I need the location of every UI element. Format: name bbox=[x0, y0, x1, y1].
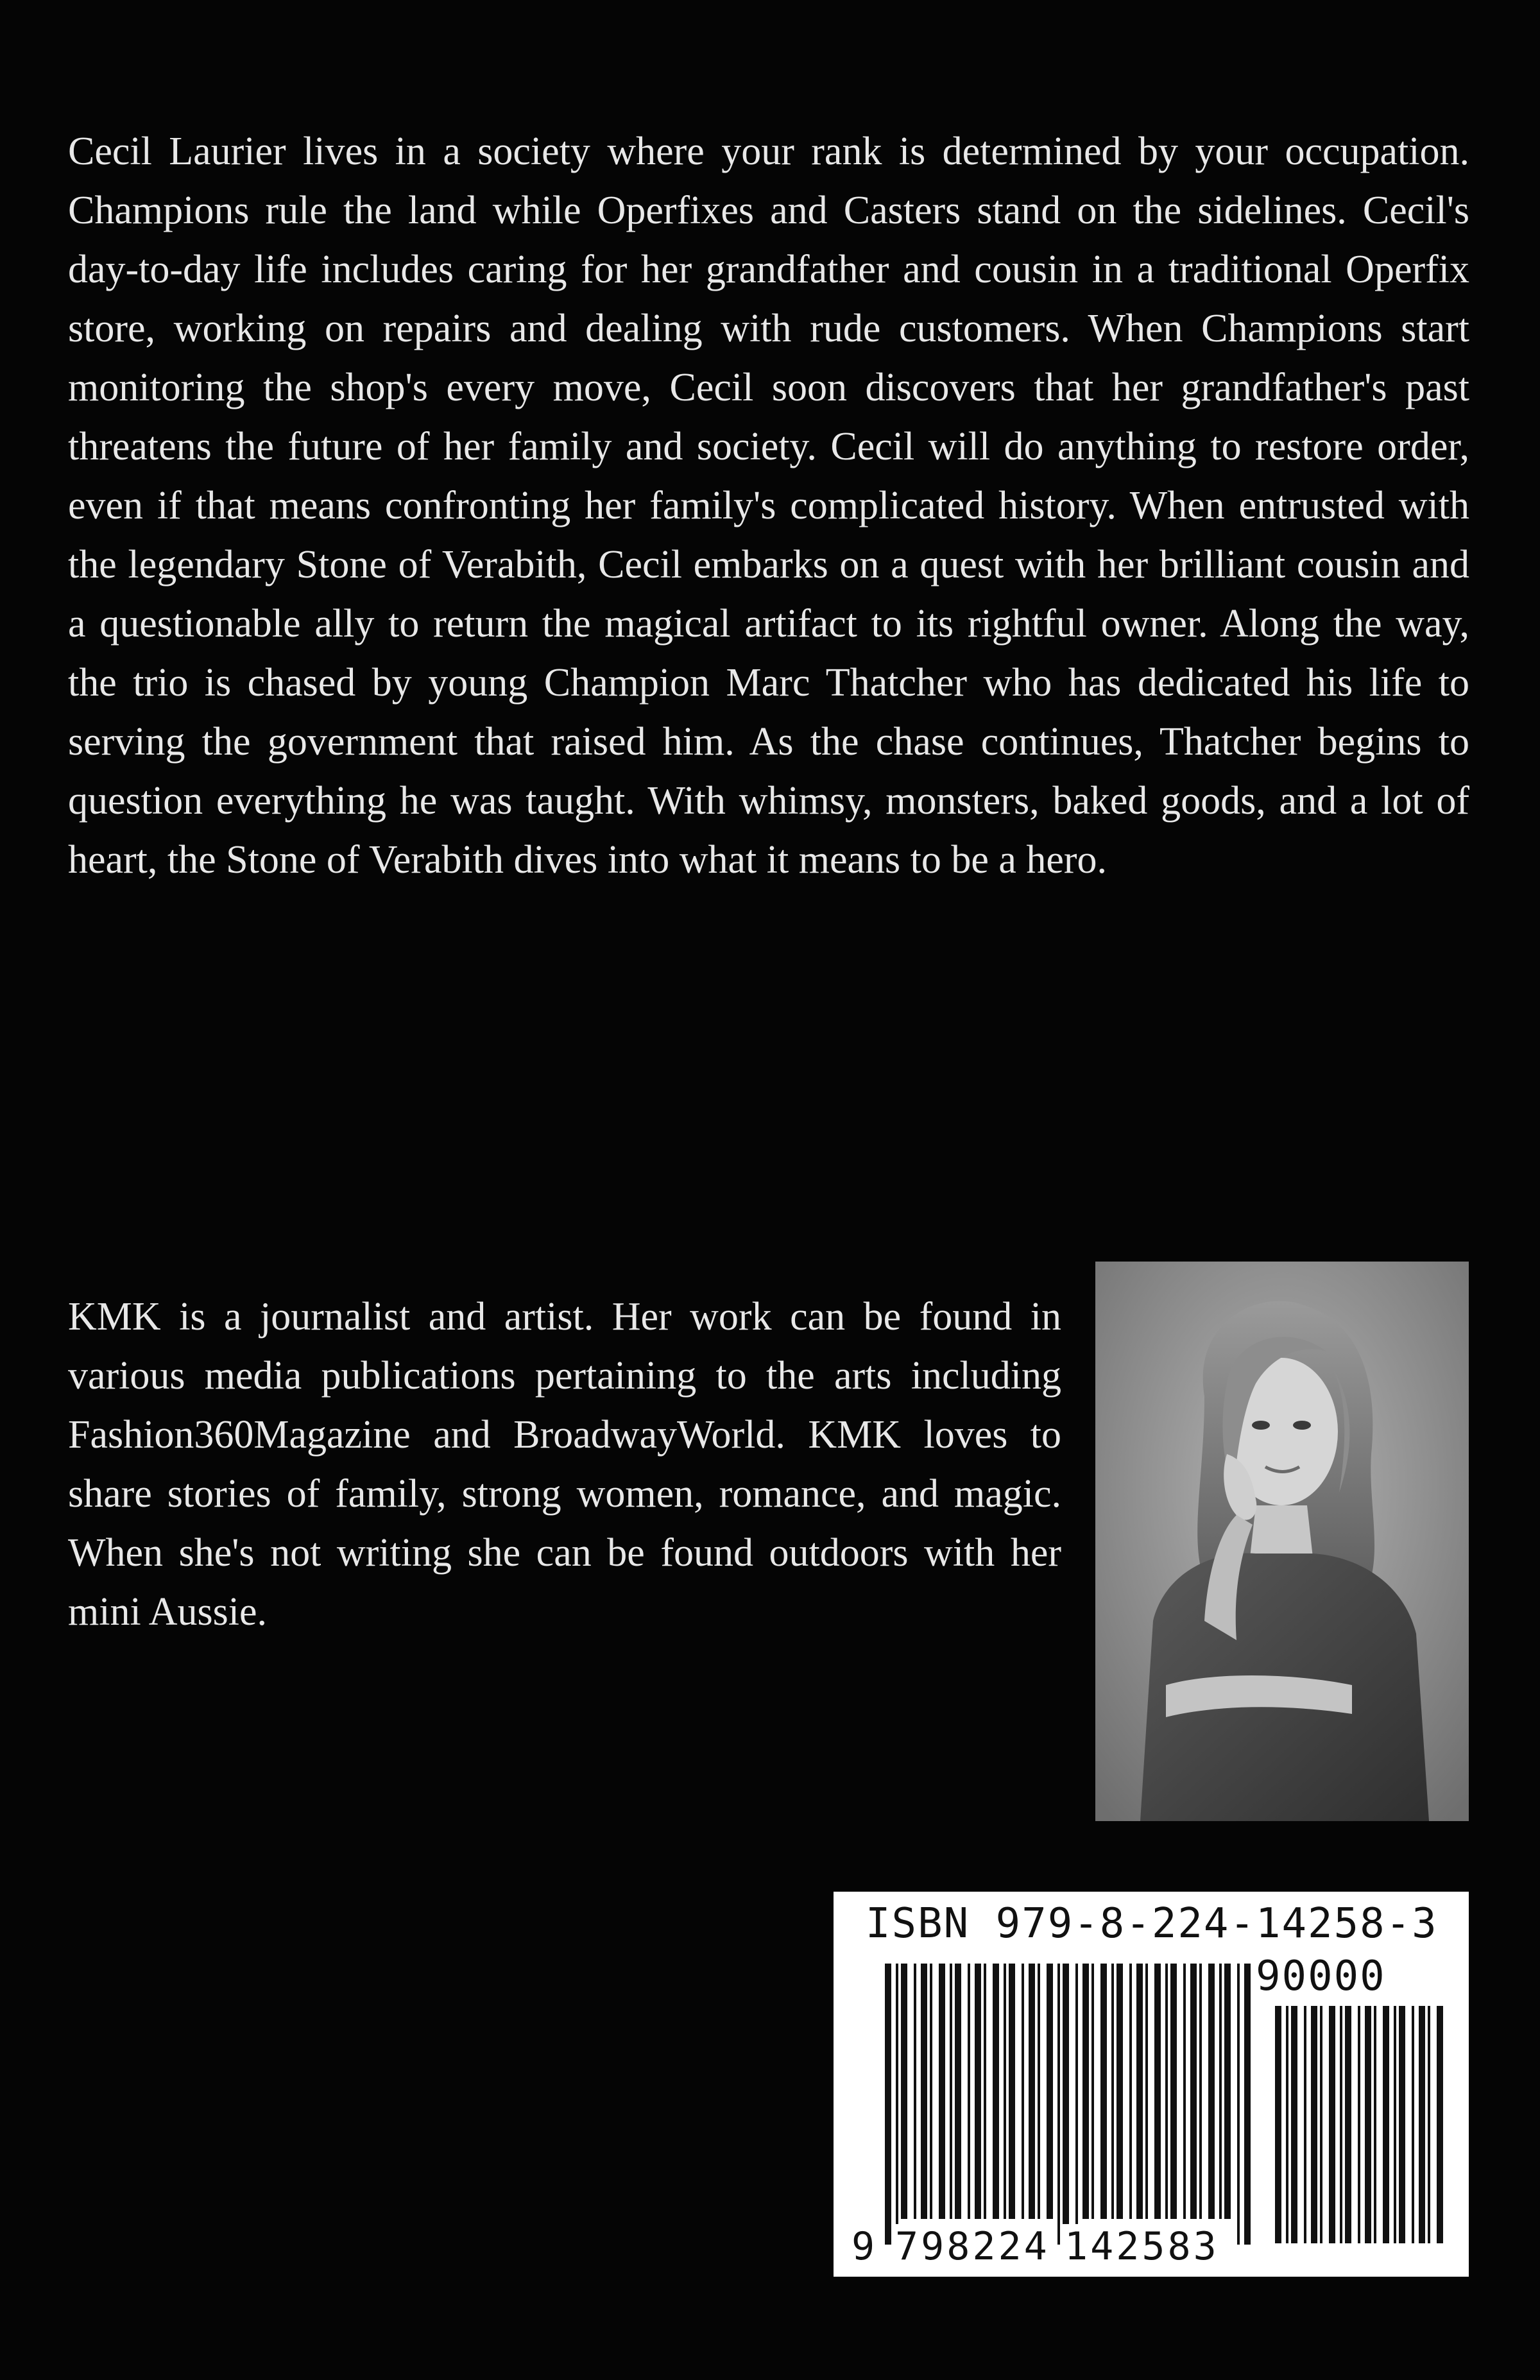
barcode-bar bbox=[1428, 2006, 1430, 2243]
barcode-bar bbox=[1383, 2006, 1389, 2243]
barcode-bar bbox=[1340, 2006, 1342, 2243]
barcode-bar bbox=[914, 1964, 916, 2219]
barcode-bar bbox=[1082, 1964, 1089, 2219]
barcode-bar bbox=[1244, 1964, 1251, 2245]
addon-code: 90000 bbox=[1256, 1953, 1386, 2000]
barcode-bar bbox=[1129, 1964, 1132, 2219]
barcode-bar bbox=[1374, 2006, 1376, 2243]
barcode-bar bbox=[993, 1964, 999, 2219]
barcode-bar bbox=[975, 1964, 981, 2219]
barcode-bar bbox=[1183, 1964, 1186, 2219]
author-bio: KMK is a journalist and artist. Her work can be found in various media publications pertaining to the arts including Fashion360Magazine and BroadwayWorld. KMK loves to share stories of family, strong women, romance, and magic. When she's not writing she can be found outdoors with her mini Aussie. bbox=[68, 1295, 1061, 1634]
barcode-bar bbox=[1399, 2006, 1405, 2243]
barcode-bar bbox=[901, 1964, 907, 2219]
barcode-bar bbox=[1009, 1964, 1015, 2219]
barcode-bar bbox=[1057, 1964, 1060, 2245]
barcode-bar bbox=[968, 1964, 970, 2219]
barcode-bar bbox=[1038, 1964, 1040, 2219]
barcode-bar bbox=[1091, 1964, 1094, 2219]
barcode-bar bbox=[1075, 1964, 1078, 2245]
barcode-bar bbox=[1275, 2006, 1281, 2243]
barcode-bar bbox=[1047, 1964, 1053, 2219]
barcode-bar bbox=[1022, 1964, 1024, 2219]
isbn-label: ISBN 979-8-224-14258-3 bbox=[866, 1900, 1438, 1948]
barcode-bar bbox=[1208, 1964, 1215, 2219]
barcode-bar bbox=[1170, 1964, 1177, 2219]
barcode-bar bbox=[1437, 2006, 1443, 2243]
author-photo bbox=[1095, 1262, 1469, 1821]
barcode-bars bbox=[834, 1892, 1469, 2277]
barcode-bar bbox=[896, 1964, 898, 2245]
barcode-bar bbox=[885, 1964, 891, 2245]
barcode-bar bbox=[939, 1964, 945, 2219]
barcode-bar bbox=[1004, 1964, 1006, 2219]
barcode-bar bbox=[1394, 2006, 1396, 2243]
barcode-bar bbox=[950, 1964, 952, 2219]
barcode-digits-right: 142583 bbox=[1062, 2224, 1222, 2269]
barcode-bar bbox=[1145, 1964, 1148, 2219]
barcode-bar bbox=[1237, 1964, 1240, 2245]
barcode-bar bbox=[1116, 1964, 1123, 2219]
barcode-bar bbox=[1165, 1964, 1168, 2219]
isbn-barcode bbox=[834, 1892, 1469, 2277]
barcode-bar bbox=[955, 1964, 961, 2219]
barcode-bar bbox=[1199, 1964, 1202, 2219]
barcode-bar bbox=[1291, 2006, 1297, 2243]
barcode-bar bbox=[1224, 1964, 1231, 2219]
barcode-digit-first: 9 bbox=[849, 2224, 877, 2269]
barcode-bar bbox=[1286, 2006, 1288, 2243]
barcode-bar bbox=[1320, 2006, 1322, 2243]
barcode-bar bbox=[1136, 1964, 1143, 2219]
barcode-bar bbox=[1345, 2006, 1351, 2243]
book-blurb: Cecil Laurier lives in a society where your rank is determined by your occupation. Champions rule the land while Operfixes and Casters stand on the sidelines. Cecil's day-to-day life includes caring for her grandfather and cousin in a traditional Operfix store, working on repairs and dealing with rude customers. When Champions start monitoring the shop's every move, Cecil soon discovers that her grandfather's past threatens the future of her family and society. Cecil will do anything to restore order, even if that means confronting her family's complicated history. When entrusted with the legendary Stone of Verabith, Cecil embarks on a quest with her brilliant cousin and a questionable ally to return the magical artifact to its rightful owner. Along the way, the trio is chased by young Champion Marc Thatcher who has dedicated his life to serving the government that raised him. As the chase continues, Thatcher begins to question everything he was taught. With whimsy, monsters, baked goods, and a lot of heart, the Stone of Verabith dives into what it means to be a hero. bbox=[68, 130, 1469, 882]
barcode-bar bbox=[1100, 1964, 1107, 2219]
barcode-bar bbox=[1304, 2006, 1306, 2243]
barcode-digits-left: 798224 bbox=[893, 2224, 1052, 2269]
barcode-bar bbox=[1329, 2006, 1335, 2243]
barcode-bar bbox=[1111, 1964, 1114, 2219]
barcode-bar bbox=[1154, 1964, 1161, 2219]
barcode-bar bbox=[1412, 2006, 1414, 2243]
barcode-bar bbox=[1029, 1964, 1035, 2219]
barcode-bar bbox=[1419, 2006, 1425, 2243]
barcode-bar bbox=[1219, 1964, 1222, 2219]
barcode-bar bbox=[1190, 1964, 1197, 2219]
barcode-bar bbox=[1063, 1964, 1069, 2245]
barcode-bar bbox=[930, 1964, 932, 2219]
barcode-bar bbox=[1358, 2006, 1360, 2243]
barcode-bar bbox=[1365, 2006, 1371, 2243]
barcode-bar bbox=[921, 1964, 927, 2219]
barcode-bar bbox=[1311, 2006, 1317, 2243]
barcode-bar bbox=[984, 1964, 986, 2219]
